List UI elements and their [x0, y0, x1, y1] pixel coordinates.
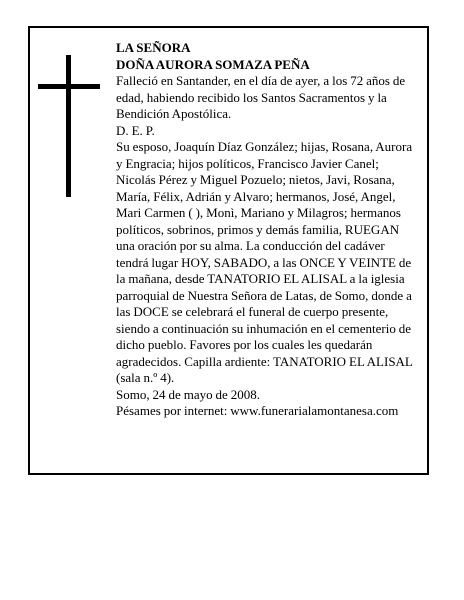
cross-horizontal-bar — [38, 84, 100, 89]
cross-vertical-bar — [66, 55, 71, 197]
condolences-line: Pésames por internet: www.funerarialamontanesa.com — [116, 403, 399, 418]
death-announcement: Falleció en Santander, en el día de ayer, a los 72 años de edad, habiendo recibido los Santos Sacramentos y la Bendición Apostólica. — [116, 73, 406, 121]
family-and-service-details: Su esposo, Joaquín Díaz González; hijas, Rosana, Aurora y Engracia; hijos políticos, Francisco Javier Canel; Nicolás Pérez y Miguel Pozuelo; nietos, Javi, Rosana, María, Félix, Adrián y Alvaro; hermanos, José, Angel, Mari Carmen ( ), Monì, Mariano y Milagros; hermanos políticos, sobrinos, primos y demás familia, RUEGAN una oración por su alma. La conducción del cadáver tendrá lugar HOY, SABADO, a las ONCE Y VEINTE de la mañana, desde TANATORIO EL ALISAL a la iglesia parroquial de Nuestra Señora de Latas, de Somo, donde a las DOCE se celebrará el funeral de cuerpo presente, siendo a continuación su inhumación en el cementerio de dicho pueblo. Favores por los cuales les quedarán agradecidos. Capilla ardiente: TANATORIO EL ALISAL (sala n.º 4). — [116, 139, 413, 385]
notice-title: LA SEÑORA — [116, 40, 191, 55]
obituary-text — [116, 40, 416, 420]
place-and-date: Somo, 24 de mayo de 2008. — [116, 386, 261, 402]
deceased-name: DOÑA AURORA SOMAZA PEÑA — [116, 56, 310, 72]
dep-line: D. E. P. — [116, 122, 155, 138]
